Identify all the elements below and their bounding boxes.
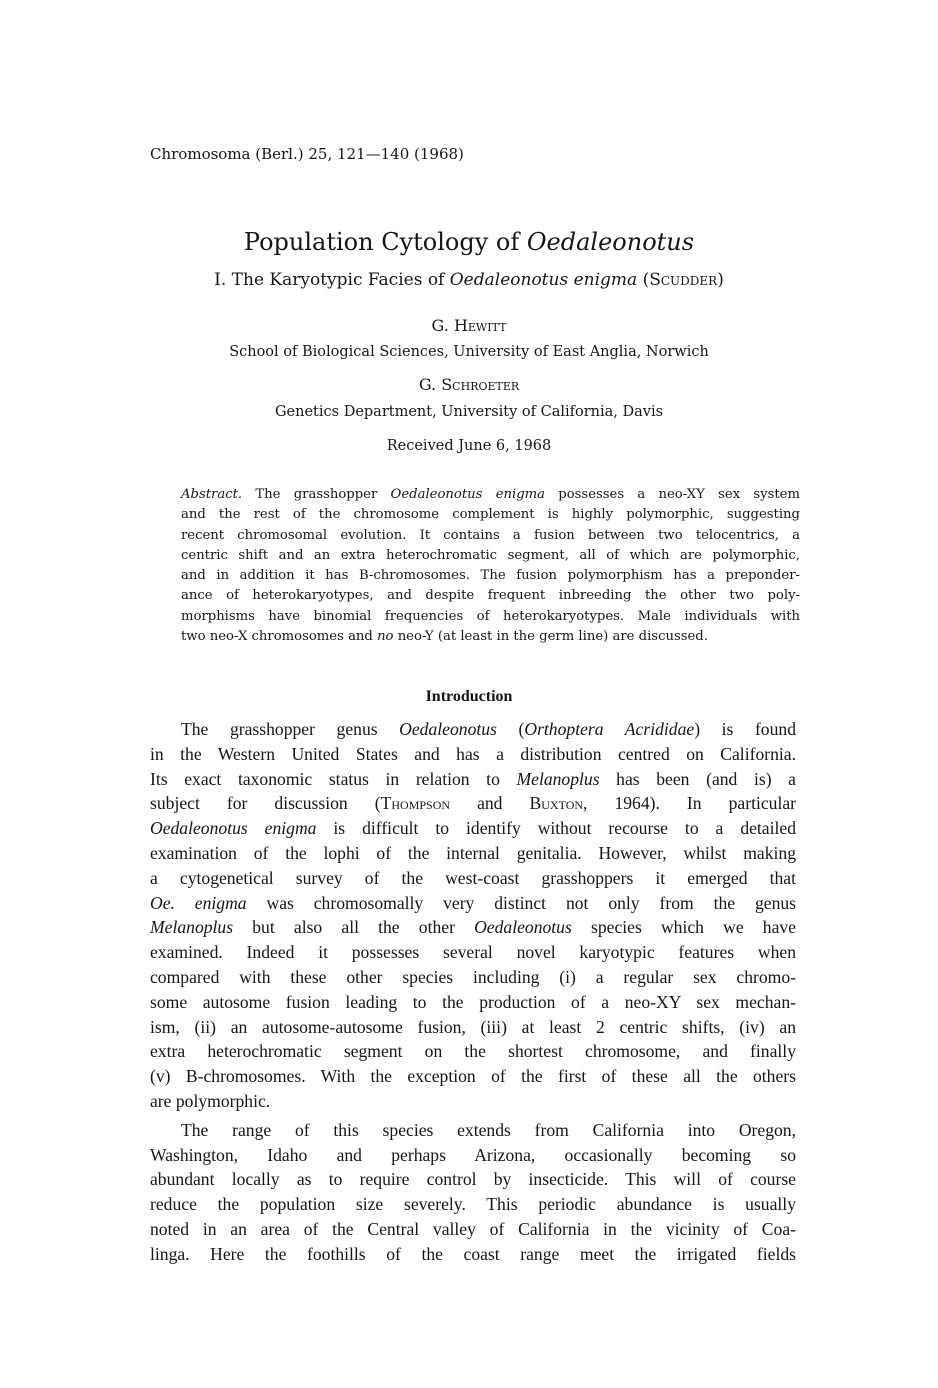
abstract-line: and in addition it has B-chromosomes. The fusion polymorphism has a preponder-: [181, 568, 800, 584]
cited-author: Thompson: [380, 793, 451, 814]
text-line: Oe. enigma was chromosomally very distinct not only from the genus: [150, 892, 797, 913]
italic-term: Oe. enigma: [150, 892, 247, 913]
text-line: Melanoplus but also all the other Oedaleonotus species which we have: [150, 917, 796, 938]
section-heading-introduction: Introduction: [425, 688, 513, 705]
abstract-label: Abstract.: [181, 487, 243, 502]
text-line: noted in an area of the Central valley of California in the vicinity of Coa-: [150, 1218, 796, 1239]
text-line: abundant locally as to require control by insecticide. This will of course: [150, 1169, 796, 1190]
author-1: [0, 316, 938, 335]
italic-term: Oedaleonotus enigma: [390, 487, 546, 502]
paper-title: [0, 228, 938, 256]
text-line: Its exact taxonomic status in relation to Melanoplus has been (and is) a: [150, 768, 796, 789]
paper-subtitle: [0, 270, 938, 290]
text-line: a cytogenetical survey of the west-coast grasshoppers it emerged that: [150, 867, 796, 888]
text-line: Washington, Idaho and perhaps Arizona, occasionally becoming so: [150, 1144, 796, 1165]
text-line: are polymorphic.: [150, 1090, 271, 1111]
cited-author: Buxton: [529, 793, 584, 814]
author-2: [0, 375, 938, 394]
journal-reference: Chromosoma (Berl.) 25, 121—140 (1968): [150, 145, 464, 163]
abstract-paragraph: [150, 485, 800, 647]
paper-subtitle-prefix: I. The Karyotypic Facies of: [214, 270, 450, 290]
text-line: reduce the population size severely. This periodic abundance is usually: [150, 1194, 796, 1215]
abstract-line: morphisms have binomial frequencies of heterokaryotypes. Male individuals with: [181, 608, 800, 624]
paper-title-prefix: Population Cytology of: [243, 228, 527, 256]
abstract-line: and the rest of the chromosome complement is highly polymorphic, suggesting: [181, 507, 800, 523]
paper-subtitle-species: Oedaleonotus enigma: [449, 270, 638, 290]
italic-term: Oedaleonotus: [399, 719, 497, 739]
abstract-line: ance of heterokaryotypes, and despite frequent inbreeding the other two poly-: [181, 588, 800, 604]
text-line: examination of the lophi of the internal genitalia. However, whilst making: [150, 842, 796, 863]
paper-title-genus: Oedaleonotus: [526, 228, 695, 256]
species-authority: Scudder: [649, 270, 718, 290]
abstract-line: centric shift and an extra heterochromatic segment, all of which are polymorphic,: [181, 547, 800, 563]
italic-term: Oedaleonotus enigma: [150, 818, 317, 839]
text-line: linga. Here the foothills of the coast range meet the irrigated fields: [150, 1243, 796, 1264]
text-line: subject for discussion (Thompson and Buxton, 1964). In particular: [150, 793, 797, 814]
author-1-name: Hewitt: [453, 316, 507, 335]
italic-term: Melanoplus: [150, 917, 234, 938]
italic-term: Oedaleonotus: [474, 917, 572, 938]
introduction-body: [150, 717, 796, 1271]
abstract-line: Abstract. The grasshopper Oedaleonotus enigma possesses a neo-XY sex system: [181, 487, 800, 502]
text-line: (v) B-chromosomes. With the exception of the first of these all the others: [150, 1066, 796, 1087]
author-2-name: Schroeter: [441, 375, 520, 394]
abstract: [150, 485, 800, 647]
text-line: some autosome fusion leading to the production of a neo-XY sex mechan-: [150, 991, 796, 1012]
text-line: The grasshopper genus Oedaleonotus (Orthoptera Acrididae) is found: [181, 719, 796, 739]
italic-term: Melanoplus: [516, 768, 600, 789]
received-date: Received June 6, 1968: [386, 438, 552, 454]
abstract-line: two neo-X chromosomes and no neo-Y (at least in the germ line) are discussed.: [181, 629, 708, 645]
italic-term: Orthoptera Acrididae: [524, 719, 695, 739]
text-line: examined. Indeed it possesses several novel karyotypic features when: [150, 942, 796, 963]
abstract-line: recent chromosomal evolution. It contains a fusion between two telocentrics, a: [181, 527, 800, 543]
author-2-affiliation: Genetics Department, University of California, Davis: [274, 404, 664, 420]
text-line: ism, (ii) an autosome-autosome fusion, (iii) at least 2 centric shifts, (iv) an: [150, 1016, 796, 1037]
text-line: in the Western United States and has a distribution centred on California.: [150, 743, 796, 764]
text-line: extra heterochromatic segment on the shortest chromosome, and finally: [150, 1041, 796, 1062]
author-1-affiliation: School of Biological Sciences, University of East Anglia, Norwich: [229, 344, 709, 360]
text-line: Oedaleonotus enigma is difficult to identify without recourse to a detailed: [150, 818, 796, 839]
italic-term: no: [377, 629, 394, 645]
author-1-initial: G.: [431, 316, 454, 335]
paren-open: (: [637, 270, 650, 290]
body-paragraph: [150, 1118, 796, 1267]
text-line: The range of this species extends from California into Oregon,: [181, 1119, 796, 1140]
text-line: compared with these other species including (i) a regular sex chromo-: [150, 966, 796, 987]
author-2-initial: G.: [418, 375, 442, 394]
paren-close: ): [717, 270, 724, 290]
body-paragraph: [150, 717, 796, 1114]
